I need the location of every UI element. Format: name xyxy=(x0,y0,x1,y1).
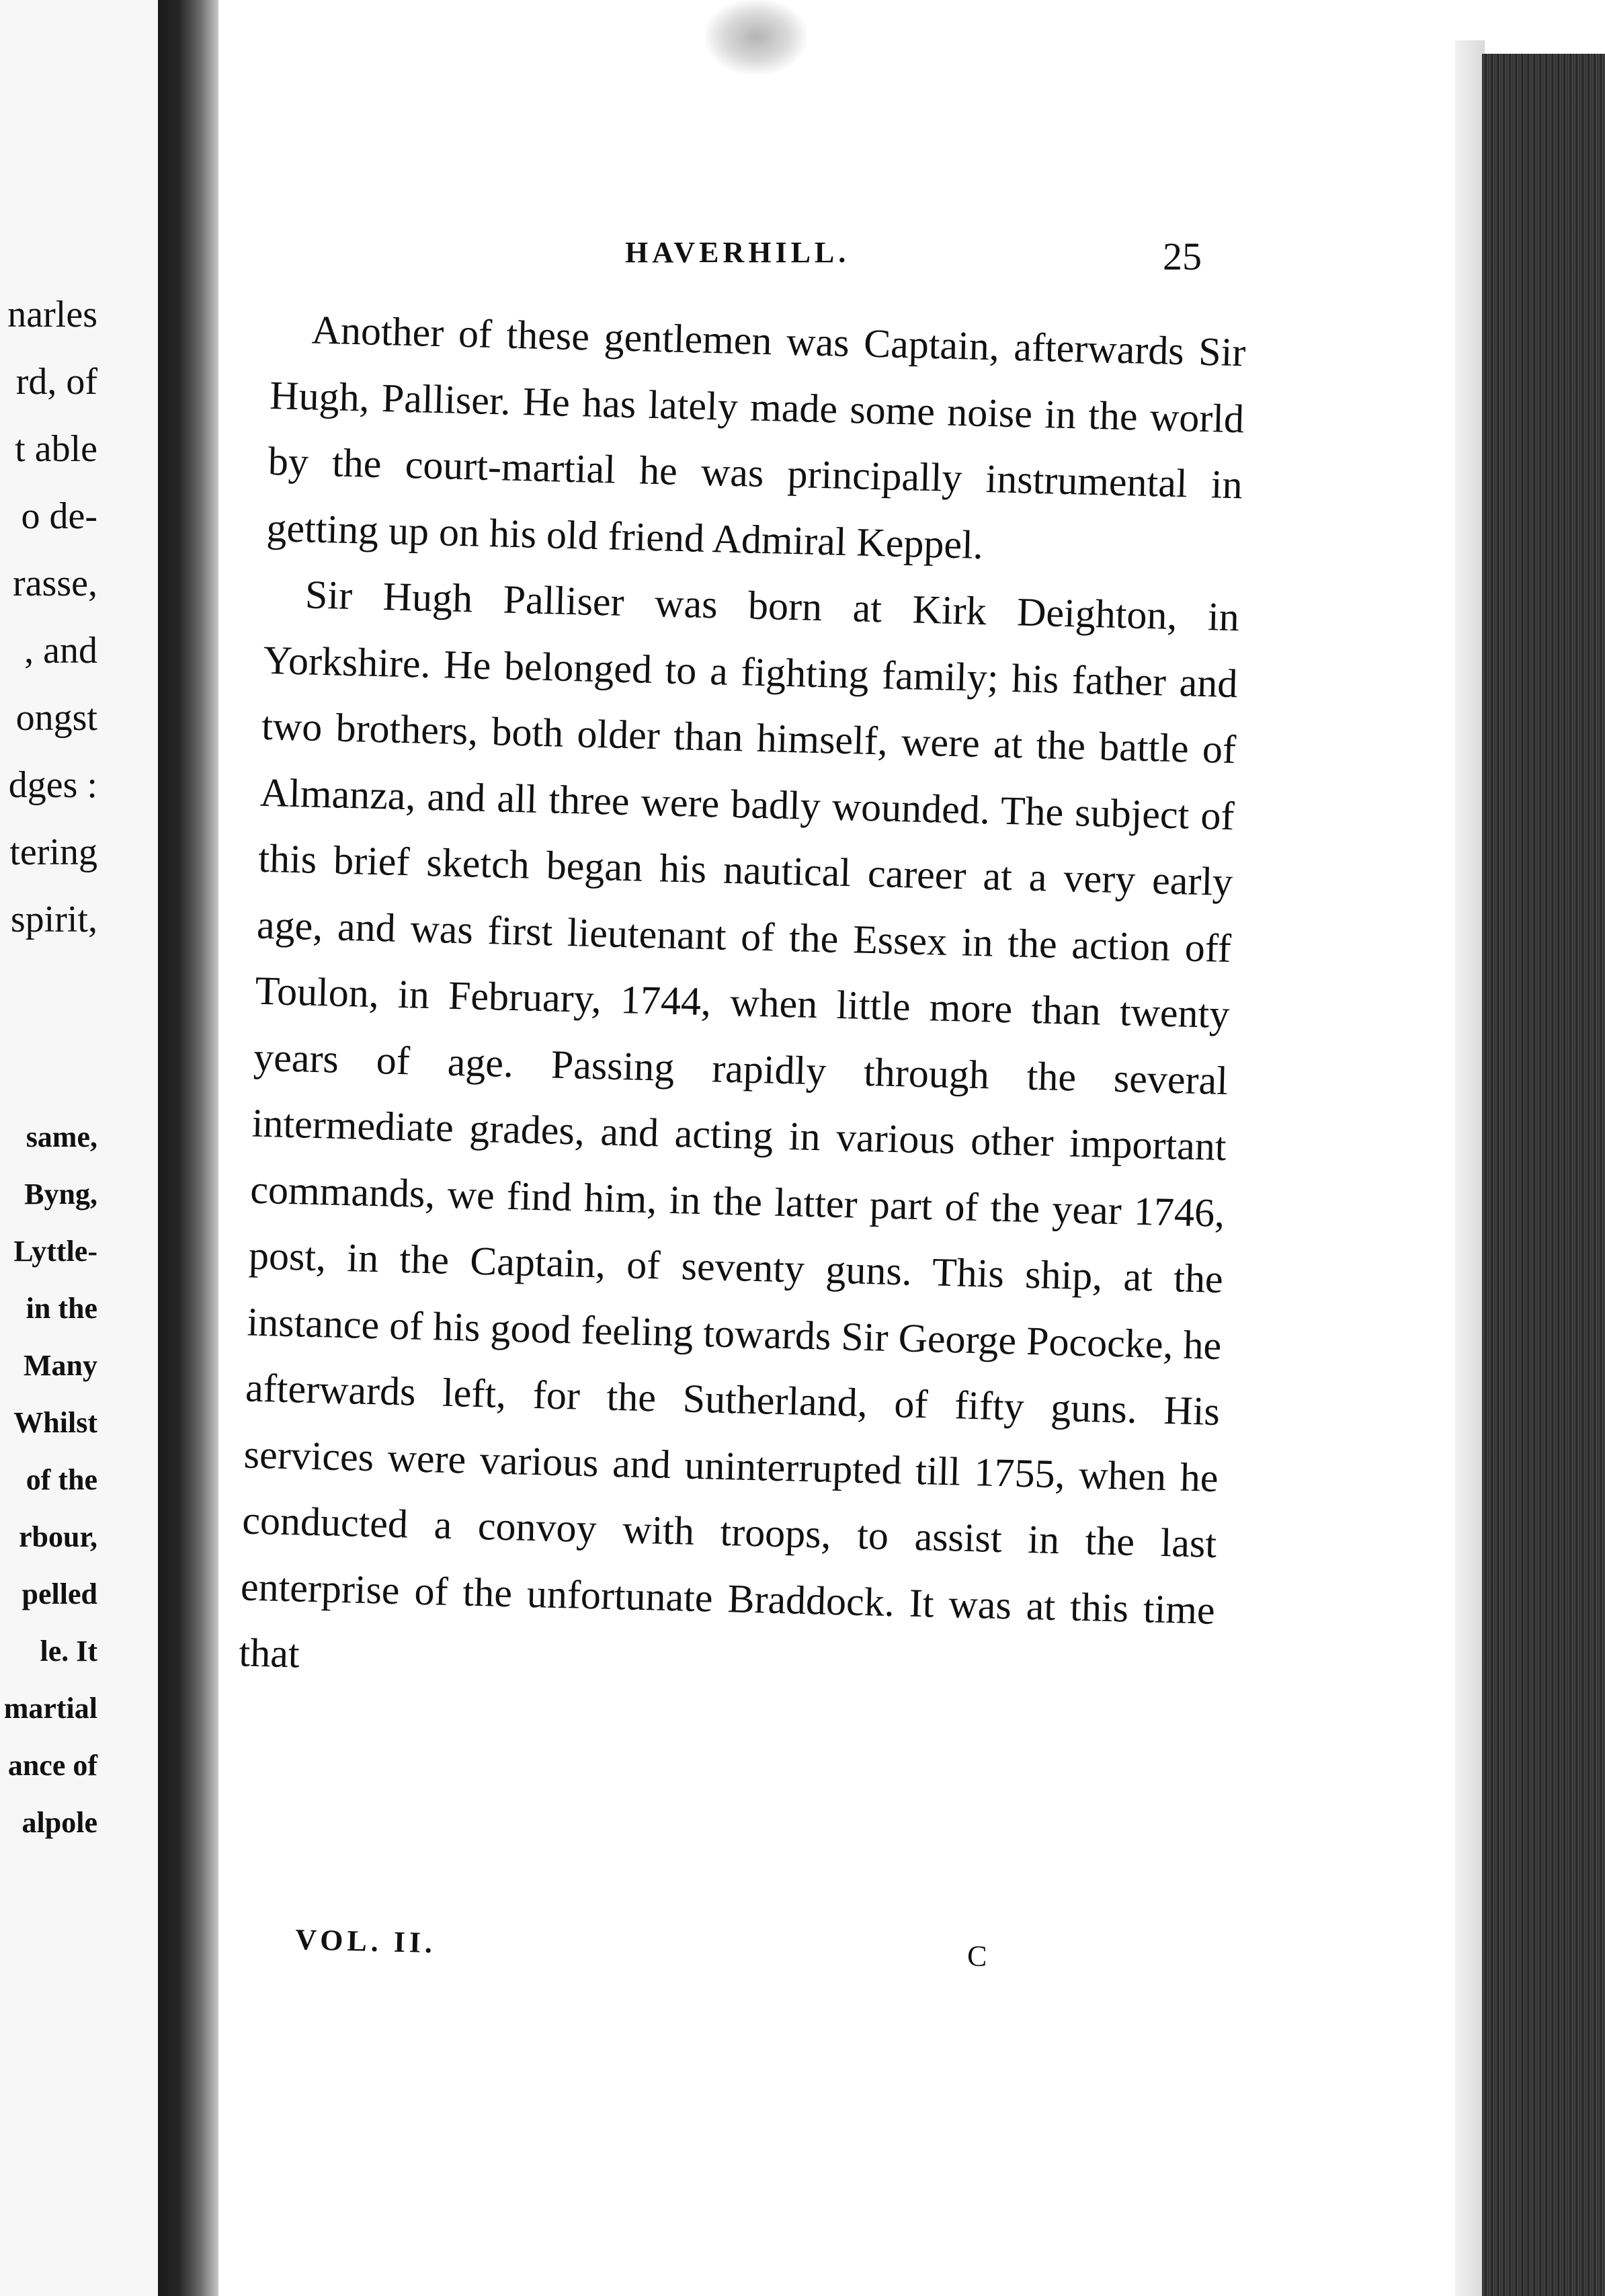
facing-page-fragment: same, xyxy=(26,1120,97,1153)
facing-page-fragment: Byng, xyxy=(24,1178,97,1211)
book-page xyxy=(222,0,1455,2296)
signature-mark: C xyxy=(966,1939,988,1973)
facing-page-fragment: tering xyxy=(9,831,97,873)
facing-page-fragment: narles xyxy=(7,294,97,335)
facing-page-fragment: o de- xyxy=(21,495,97,537)
page-edge-stack xyxy=(1482,54,1605,2296)
page-footer xyxy=(294,1922,1001,1973)
facing-page-fragment: Whilst xyxy=(13,1406,97,1439)
facing-page-fragment: , and xyxy=(24,630,97,671)
facing-page-fragment: ongst xyxy=(15,697,97,739)
facing-page-fragment: martial xyxy=(3,1692,97,1725)
facing-page-fragment: ance of xyxy=(7,1749,97,1782)
paragraph: Another of these gentlemen was Captain, afterwards Sir Hugh, Palliser. He has lately made some noise in the world by the court-martial he was principally instrumental in getting up on his old friend Admiral Keppel. xyxy=(265,307,1247,567)
body-text xyxy=(238,296,1246,1709)
paragraph: Sir Hugh Palliser was born at Kirk Deighton, in Yorkshire. He belonged to a fighting family; his father and two brothers, both older than himself, were at the battle of Almanza, and all three were badly wounded. The subject of this brief sketch began his nautical career at a very early age, and was first lieutenant of the Essex in the action off Toulon, in February, 1744, when little more than twenty years of age. Passing rapidly through the several intermediate grades, and acting in various other important commands, we find him, in the latter part of the year 1746, post, in the Captain, of seventy guns. This ship, at the instance of his good feeling towards Sir George Pococke, he afterwards left, for the Sutherland, of fifty guns. His services were various and uninterrupted till 1755, when he conducted a convoy with troops, to assist in the last enterprise of the unfortunate Braddock. It was at this time that xyxy=(238,572,1240,1676)
volume-mark: VOL. II. xyxy=(294,1922,437,1960)
facing-page-fragment: in the xyxy=(26,1292,97,1325)
facing-page-fragment: le. It xyxy=(40,1635,97,1668)
running-head: HAVERHILL. xyxy=(625,236,850,269)
book-gutter-shadow xyxy=(158,0,218,2296)
facing-page-fragment: rd, of xyxy=(15,361,97,403)
facing-page xyxy=(0,0,158,2296)
facing-page-fragment: Lyttle- xyxy=(13,1235,97,1268)
facing-page-fragment: rasse, xyxy=(13,563,97,604)
facing-page-fragment: spirit, xyxy=(10,899,97,940)
facing-page-fragment: t able xyxy=(15,428,97,470)
page-edge-highlight xyxy=(1455,40,1485,2296)
facing-page-fragment: dges : xyxy=(8,764,97,806)
page-number: 25 xyxy=(1163,235,1202,278)
facing-page-fragment: Many xyxy=(24,1349,97,1382)
facing-page-fragment: rbour, xyxy=(19,1520,97,1553)
facing-page-fragment: of the xyxy=(26,1463,97,1496)
facing-page-fragment: alpole xyxy=(22,1806,97,1839)
facing-page-fragment: pelled xyxy=(22,1577,97,1610)
